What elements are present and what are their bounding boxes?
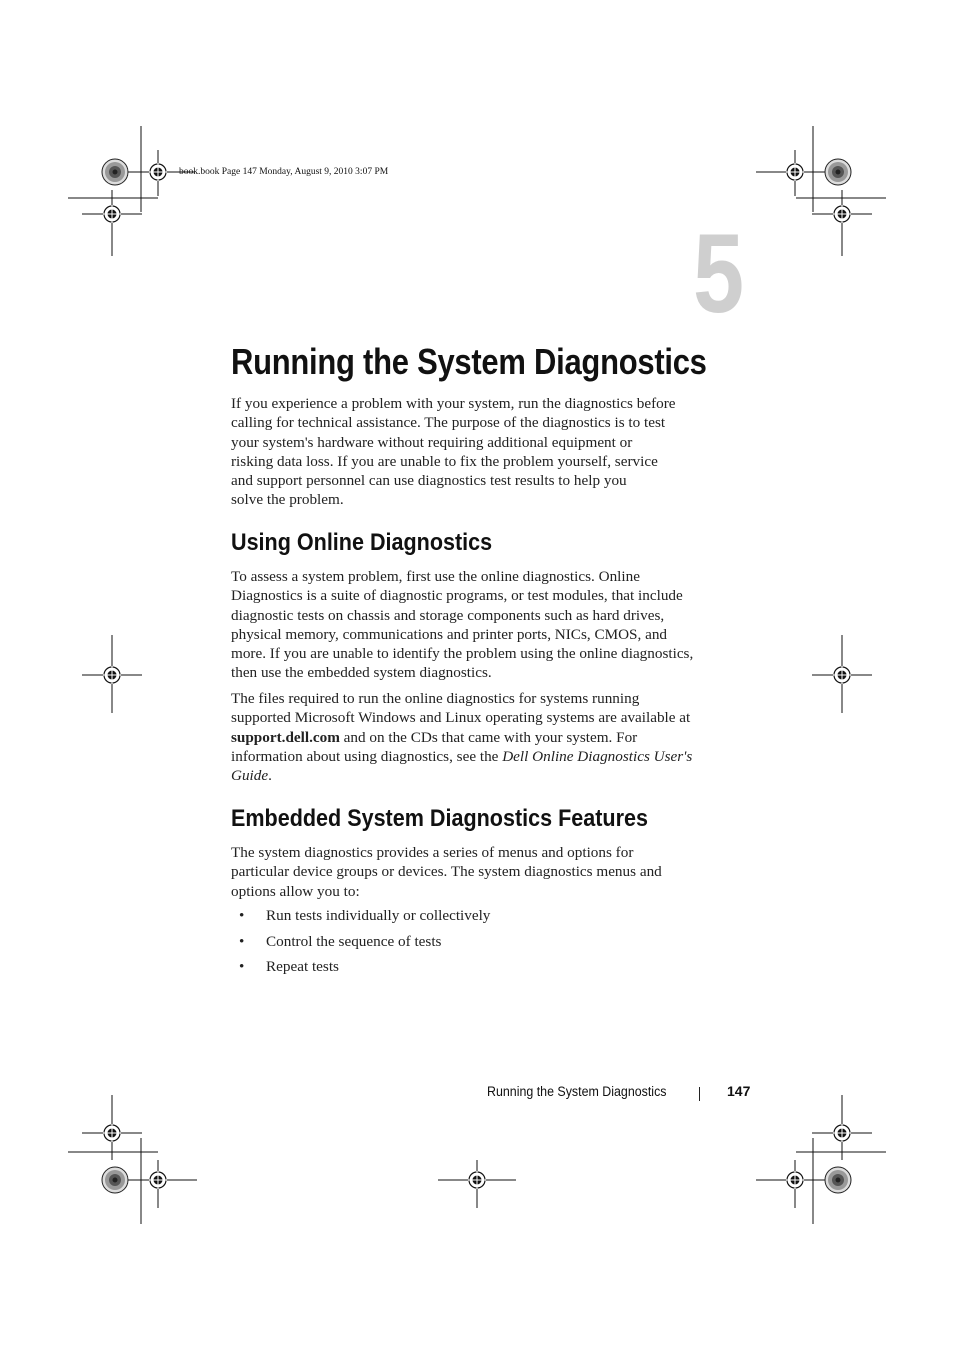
intro-line: solve the problem.	[231, 491, 344, 509]
online-line	[231, 728, 741, 747]
section-title-embedded-features: Embedded System Diagnostics Features	[231, 805, 648, 832]
online-line: Diagnostics is a suite of diagnostic programs, or test modules, that include	[231, 587, 683, 605]
online-text: and on the CDs that came with your system. For	[339, 728, 638, 746]
online-line: The files required to run the online diagnostics for systems running	[231, 690, 640, 707]
online-line	[231, 766, 741, 785]
section-title-online-diagnostics: Using Online Diagnostics	[231, 529, 493, 556]
crop-mark-bottom-center	[438, 1160, 516, 1208]
footer-chapter-title: Running the System Diagnostics	[487, 1084, 667, 1099]
online-line: diagnostic tests on chassis and storage components such as hard drives,	[231, 606, 665, 624]
intro-paragraph	[231, 394, 741, 510]
online-paragraph-2	[231, 689, 741, 785]
list-item-text: Repeat tests	[266, 958, 339, 976]
crop-mark-top-left	[68, 126, 195, 256]
bullet-icon: •	[239, 958, 245, 976]
bullet-icon: •	[239, 932, 245, 950]
crop-mark-top-right	[756, 126, 886, 256]
online-text: information about using diagnostics, see the	[231, 747, 503, 765]
intro-line: calling for technical assistance. The purpose of the diagnostics is to test	[231, 414, 666, 432]
crop-mark-middle-left	[82, 635, 142, 713]
intro-line: your system's hardware without requiring additional equipment or	[231, 433, 633, 451]
feature-list	[231, 906, 490, 983]
page-number: 147	[727, 1083, 751, 1099]
embedded-line: particular device groups or devices. The system diagnostics menus and	[231, 863, 662, 881]
chapter-title: Running the System Diagnostics	[231, 341, 707, 382]
embedded-line: The system diagnostics provides a series of menus and options for	[231, 844, 634, 861]
embedded-paragraph	[231, 843, 741, 901]
list-item	[231, 932, 490, 958]
intro-line: and support personnel can use diagnostics test results to help you	[231, 472, 627, 490]
online-line: To assess a system problem, first use the online diagnostics. Online	[231, 568, 640, 585]
intro-line: risking data loss. If you are unable to fix the problem yourself, service	[231, 452, 658, 470]
online-line: supported Microsoft Windows and Linux operating systems are available at	[231, 709, 691, 727]
support-link[interactable]: support.dell.com	[231, 728, 340, 746]
guide-title: Dell Online Diagnostics User's	[502, 747, 693, 765]
online-line: physical memory, communications and printer ports, NICs, CMOS, and	[231, 625, 668, 643]
crop-mark-middle-right	[812, 635, 872, 713]
online-paragraph-1	[231, 567, 741, 683]
online-line: more. If you are unable to identify the problem using the online diagnostics,	[231, 645, 694, 663]
crop-mark-bottom-right	[756, 1095, 886, 1224]
list-item	[231, 957, 490, 983]
chapter-number: 5	[693, 211, 745, 336]
list-item	[231, 906, 490, 932]
print-header: book.book Page 147 Monday, August 9, 2010 3:07 PM	[179, 167, 389, 177]
guide-title: Guide	[231, 767, 269, 785]
list-item-text: Control the sequence of tests	[266, 932, 442, 950]
online-text: .	[268, 767, 272, 785]
intro-line: If you experience a problem with your system, run the diagnostics before	[231, 395, 676, 412]
online-line: then use the embedded system diagnostics.	[231, 664, 492, 682]
list-item-text: Run tests individually or collectively	[266, 907, 491, 924]
online-line	[231, 747, 741, 766]
embedded-line: options allow you to:	[231, 882, 360, 900]
bullet-icon: •	[239, 907, 245, 924]
crop-mark-bottom-left	[68, 1095, 197, 1224]
footer-separator	[699, 1087, 700, 1101]
